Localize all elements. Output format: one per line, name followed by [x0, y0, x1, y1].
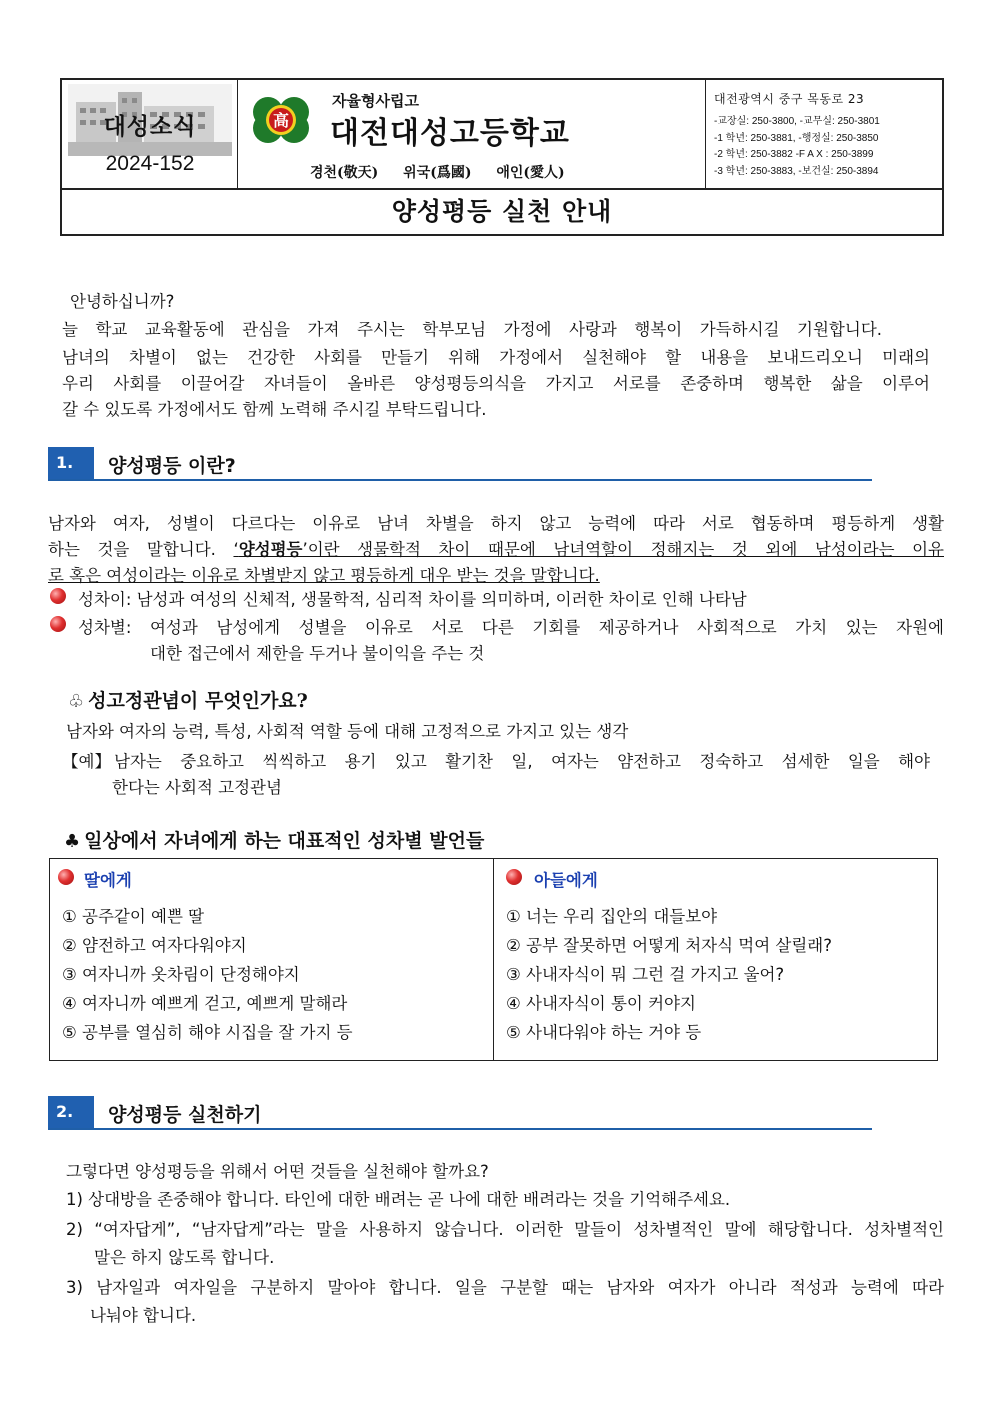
definition-text: ’이란 생물학적 차이 때문에 남녀역할이 정해지는 것 외에 남성이라는 이유: [302, 540, 944, 559]
newsletter-name-cell: [62, 80, 238, 188]
gender-discrimination: 성차별: 여성과 남성에게 성별을 이유로 서로 다른 기회를 제공하거나 사회적으로 가치 있는 자원에: [78, 618, 944, 637]
school-subtitle: 자율형사립고: [332, 92, 419, 110]
motto-item: 애인(愛人): [496, 165, 565, 181]
intro-line: 남녀의 차별이 없는 건강한 사회를 만들기 위해 가정에서 실천해야 할 내용을 보내드리오니 미래의: [62, 348, 930, 367]
definition-line: [48, 536, 944, 560]
section-number: 2.: [48, 1096, 94, 1128]
section-label: 양성평등 이란?: [108, 455, 236, 477]
stereotype-title: 성고정관념이 무엇인가요?: [88, 690, 308, 712]
school-motto: [310, 162, 585, 182]
table-header-son: 아들에게: [534, 871, 598, 890]
section-number: 1.: [48, 447, 94, 479]
phone-line: -1 학년: 250-3881, -행정실: 250-3850: [714, 132, 879, 144]
definition-quote: ‘: [233, 540, 239, 559]
section-2-header: [48, 1096, 872, 1130]
practice-item: 2) “여자답게”, “남자답게”라는 말을 사용하지 않습니다. 이러한 말들이 성차별적인 말에 해당합니다. 성차별적인: [66, 1220, 944, 1239]
newsletter-name: 대성소식: [103, 114, 197, 140]
list-item: ② 얌전하고 여자다워야지: [62, 936, 247, 955]
definition-line: 로 혹은 여성이라는 이유로 차별받지 않고 평등하게 대우 받는 것을 말합니다.: [48, 566, 600, 585]
contact-cell: [706, 80, 942, 188]
list-item: ⑤ 공부를 열심히 해야 시집을 잘 가지 등: [62, 1023, 353, 1042]
gender-discrimination: 대한 접근에서 제한을 두거나 불이익을 주는 것: [150, 644, 485, 663]
club-icon: ♣: [64, 831, 81, 852]
intro-line: 우리 사회를 이끌어갈 자녀들이 올바른 양성평등의식을 가지고 서로를 존중하며 행복한 삶을 이루어: [62, 374, 930, 393]
daily-remarks-title: 일상에서 자녀에게 하는 대표적인 성차별 발언들: [84, 830, 485, 852]
definition-line: 남자와 여자, 성별이 다르다는 이유로 남녀 차별을 하지 않고 능력에 따라 서로 협동하며 평등하게 생활: [48, 514, 945, 533]
definition-text: 하는 것을 말합니다.: [48, 540, 234, 559]
red-ball-bullet-icon: [506, 869, 522, 885]
issue-number: 2024-152: [105, 152, 195, 175]
table-header-daughter: 딸에게: [84, 871, 132, 890]
daily-remarks-heading: [64, 826, 484, 853]
example-line: 한다는 사회적 고정관념: [112, 778, 282, 797]
intro-line: 늘 학교 교육활동에 관심을 가져 주시는 학부모님 가정에 사랑과 행복이 가득하시길 기원합니다.: [62, 320, 882, 339]
list-item: ① 너는 우리 집안의 대들보야: [506, 907, 718, 926]
red-ball-bullet-icon: [50, 588, 66, 604]
header-top-row: [62, 80, 942, 190]
school-name-cell: [238, 80, 706, 188]
greeting: 안녕하십니까?: [70, 292, 175, 311]
section-1-header: [48, 447, 872, 481]
school-emblem-icon: [246, 90, 316, 146]
emblem-character: 高: [272, 111, 290, 130]
list-item: ⑤ 사내다워야 하는 거야 등: [506, 1023, 702, 1042]
red-ball-bullet-icon: [50, 616, 66, 632]
stereotype-heading: [68, 686, 308, 713]
section-label: 양성평등 실천하기: [108, 1104, 262, 1126]
practice-item: 3) 남자일과 여자일을 구분하지 말아야 합니다. 일을 구분할 때는 남자와 여자가 아니라 적성과 능력에 따라: [66, 1278, 944, 1297]
definition-keyword: 양성평등: [238, 540, 303, 559]
list-item: ③ 여자니까 옷차림이 단정해야지: [62, 965, 300, 984]
gender-difference: 성차이: 남성과 여성의 신체적, 생물학적, 심리적 차이를 의미하며, 이러한 차이로 인해 나타남: [78, 590, 747, 609]
practice-lead: 그렇다면 양성평등을 위해서 어떤 것들을 실천해야 할까요?: [66, 1162, 489, 1181]
remarks-table: [49, 858, 938, 1061]
list-item: ② 공부 잘못하면 어떻게 처자식 먹여 살릴래?: [506, 936, 832, 955]
phone-line: -3 학년: 250-3883, -보건실: 250-3894: [714, 165, 879, 177]
practice-item: 1) 상대방을 존중해야 합니다. 타인에 대한 배려는 곧 나에 대한 배려라는 것을 기억해주세요.: [66, 1190, 731, 1209]
table-divider: [493, 859, 494, 1060]
document-title: 양성평등 실천 안내: [391, 197, 613, 226]
example-line: 남자는 중요하고 씩씩하고 용기 있고 활기찬 일, 여자는 얌전하고 정숙하고 섬세한 일을 해야: [114, 752, 930, 771]
school-address: 대전광역시 중구 목동로 23: [714, 92, 865, 106]
white-club-icon: ♧: [68, 691, 85, 712]
motto-item: 위국(爲國): [403, 165, 472, 181]
list-item: ④ 여자니까 예쁘게 걷고, 예쁘게 말해라: [62, 994, 348, 1013]
newsletter-header: [60, 78, 944, 236]
list-item: ③ 사내자식이 뭐 그런 걸 가지고 울어?: [506, 965, 785, 984]
red-ball-bullet-icon: [58, 869, 74, 885]
phone-line: -교장실: 250-3800, -교무실: 250-3801: [714, 116, 880, 127]
practice-item: 나눠야 합니다.: [90, 1306, 197, 1325]
practice-item: 말은 하지 않도록 합니다.: [94, 1248, 275, 1267]
list-item: ④ 사내자식이 통이 커야지: [506, 994, 696, 1013]
intro-line: 갈 수 있도록 가정에서도 함께 노력해 주시길 부탁드립니다.: [62, 400, 487, 419]
stereotype-definition: 남자와 여자의 능력, 특성, 사회적 역할 등에 대해 고정적으로 가지고 있는 생각: [66, 722, 629, 741]
phone-line: -2 학년: 250-3882 -F A X : 250-3899: [714, 149, 874, 160]
example-tag: 【예】: [62, 752, 111, 771]
phone-list: [714, 114, 880, 180]
motto-item: 경천(敬天): [310, 165, 379, 181]
list-item: ① 공주같이 예쁜 딸: [62, 907, 205, 926]
school-name: 대전대성고등학교: [330, 116, 570, 151]
